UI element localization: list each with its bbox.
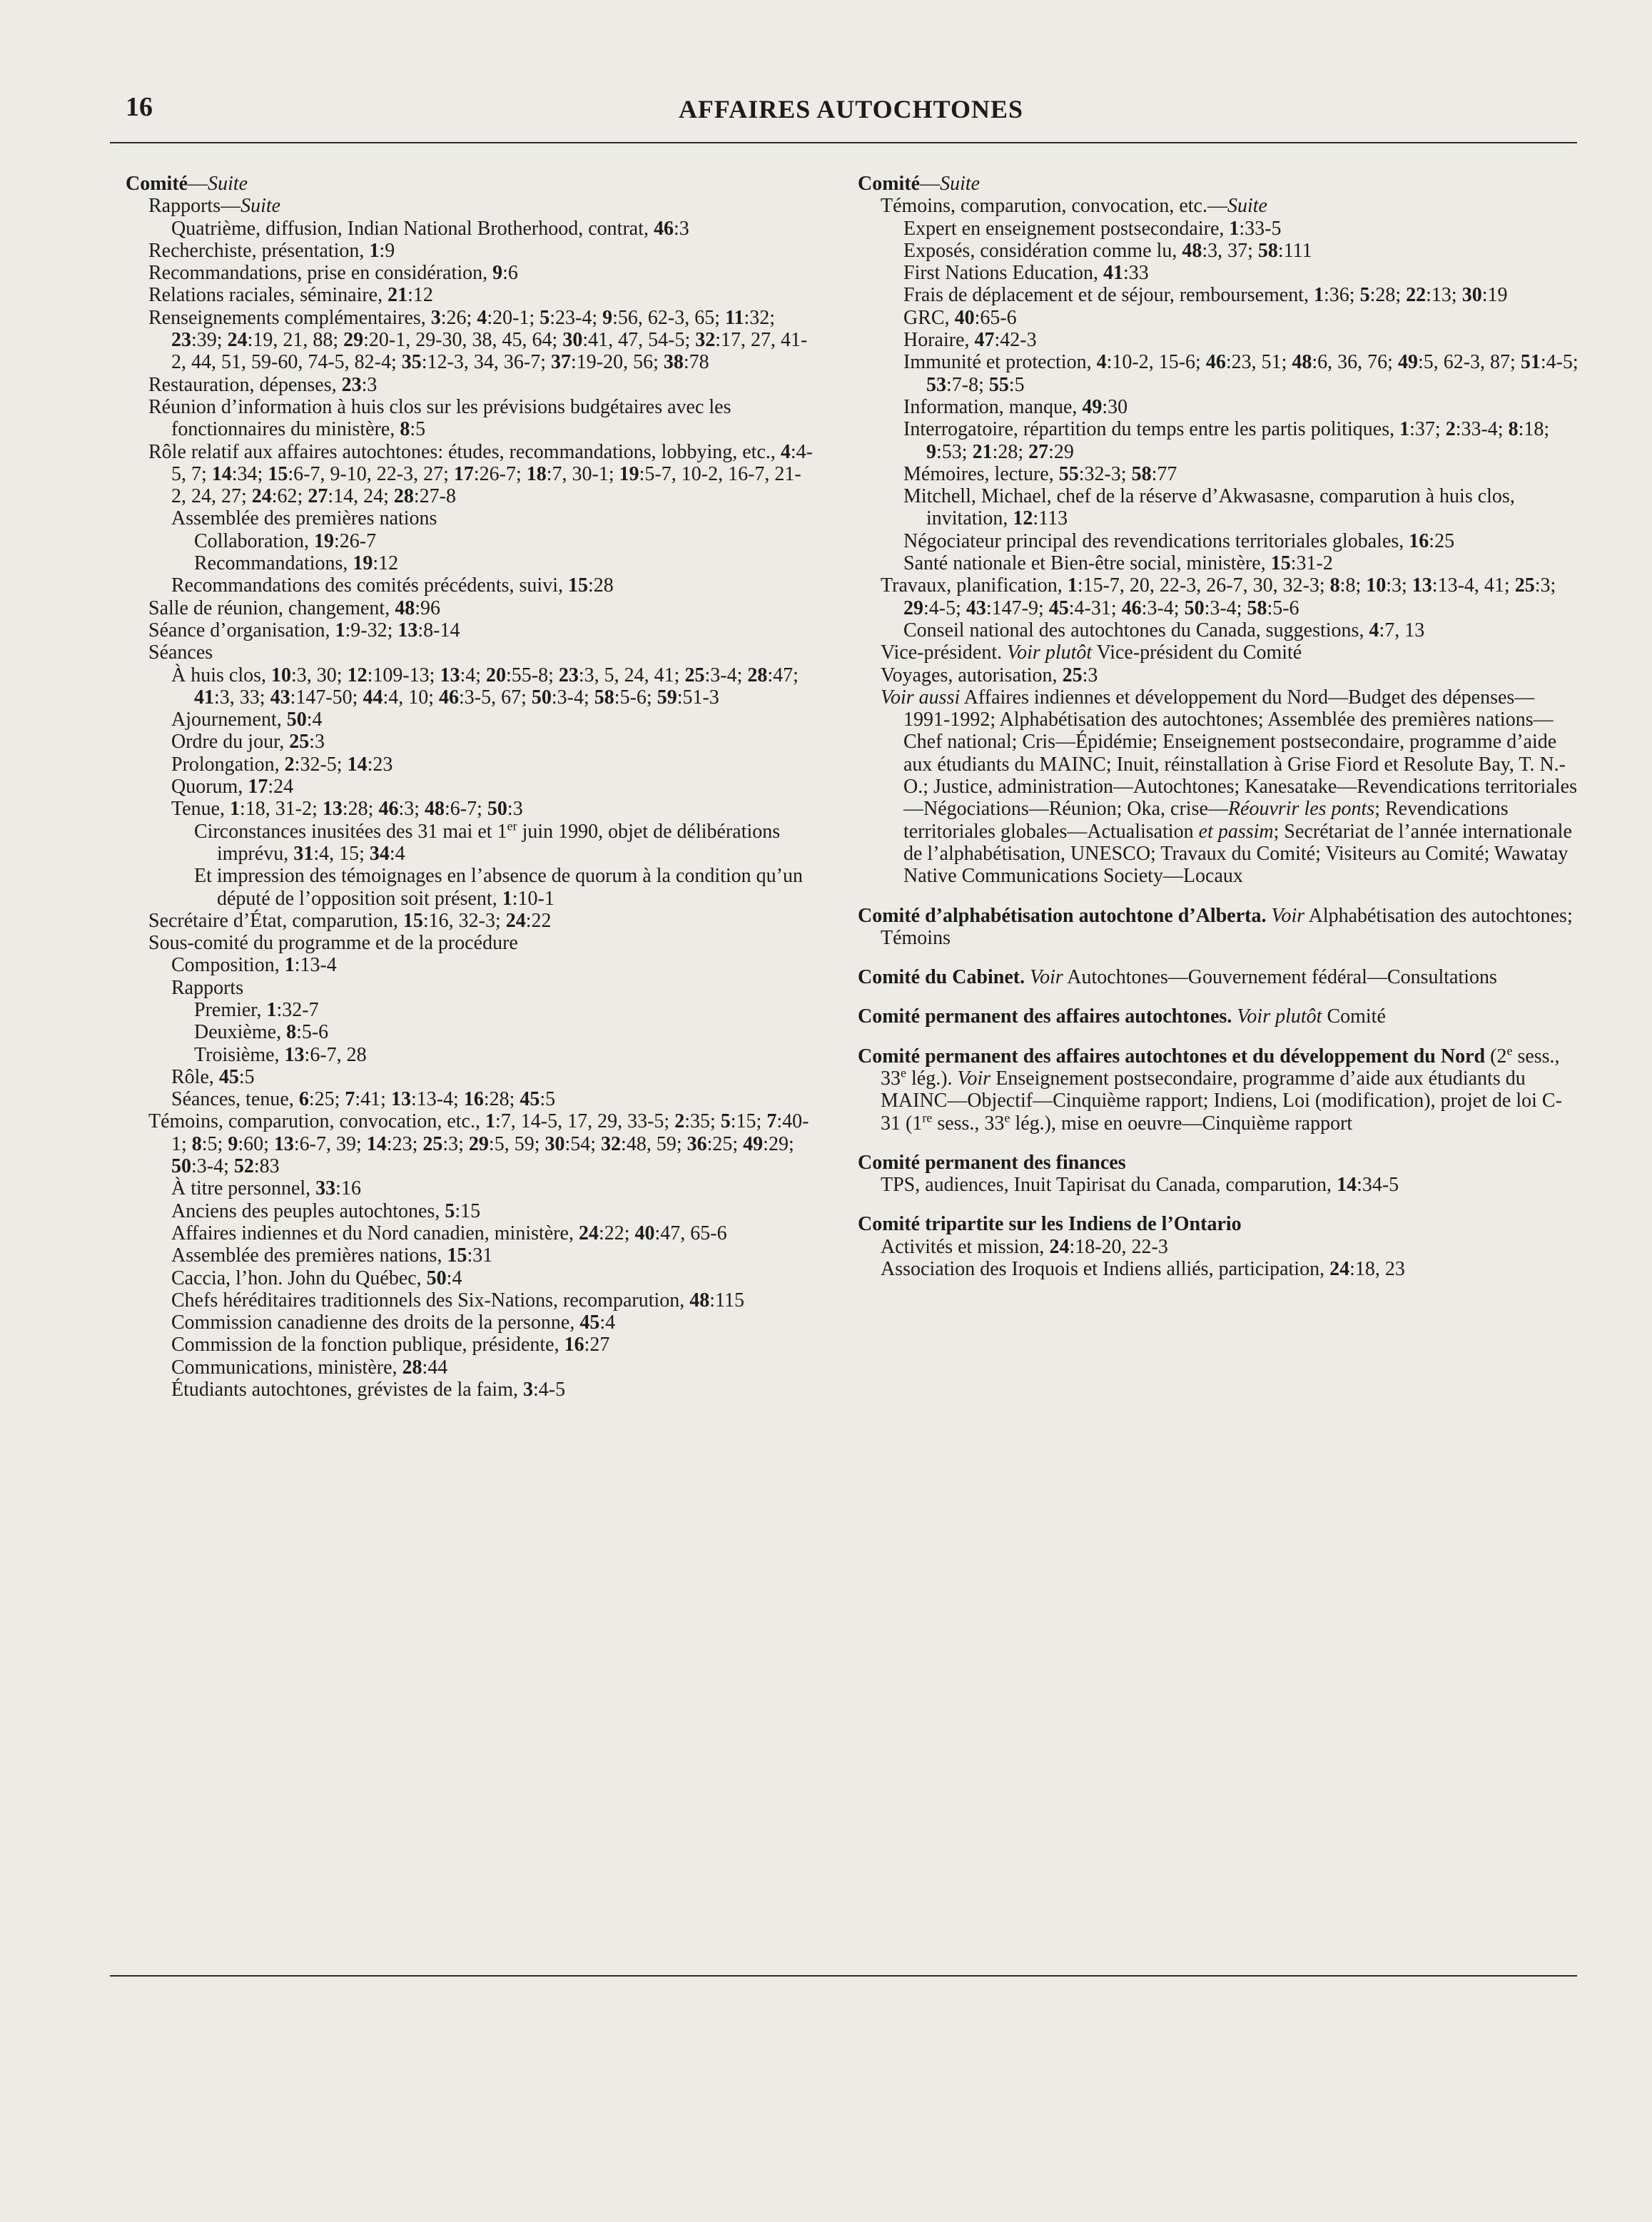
index-heading: Comité permanent des affaires autochtones et du développement du Nord (2e sess., 33e lég.). Voir Enseignement postsecondaire, programme d’aide aux étudiants du MAINC—Objectif—Cinquième rapport; Indiens, Loi (modification), projet de loi C-31 (1re sess., 33e lég.), mise en oeuvre—Cinquième rapport	[858, 1043, 1562, 1135]
index-entry: Commission de la fonction publique, présidente, 16:27	[171, 1334, 610, 1356]
index-entry: Santé nationale et Bien-être social, ministère, 15:31-2	[903, 552, 1333, 575]
index-entry: Secrétaire d’État, comparution, 15:16, 32-3; 24:22	[148, 909, 552, 932]
index-entry: Séances, tenue, 6:25; 7:41; 13:13-4; 16:28; 45:5	[171, 1088, 556, 1111]
index-entry: Frais de déplacement et de séjour, remboursement, 1:36; 5:28; 22:13; 30:19	[903, 284, 1508, 307]
index-entry: Rôle relatif aux affaires autochtones: études, recommandations, lobbying, etc., 4:4-5, 7; 14:34; 15:6-7, 9-10, 22-3, 27; 17:26-7; 18:7, 30-1; 19:5-7, 10-2, 16-7, 21-2, 24, 27; 24:62; 27:14, 24; 28:27-8	[148, 440, 813, 508]
index-entry: Tenue, 1:18, 31-2; 13:28; 46:3; 48:6-7; 50:3	[171, 798, 523, 821]
footer-rule	[110, 1975, 1577, 1977]
index-entry: Recommandations des comités précédents, suivi, 15:28	[171, 574, 614, 597]
index-entry: Relations raciales, séminaire, 21:12	[148, 284, 433, 307]
index-entry: Salle de réunion, changement, 48:96	[148, 597, 440, 619]
index-entry: Troisième, 13:6-7, 28	[194, 1043, 367, 1066]
index-column-right	[858, 173, 1578, 1280]
index-heading: Comité—Suite	[126, 173, 248, 195]
index-entry: À huis clos, 10:3, 30; 12:109-13; 13:4; 20:55-8; 23:3, 5, 24, 41; 25:3-4; 28:47; 41:3, 33; 43:147-50; 44:4, 10; 46:3-5, 67; 50:3-4; 58:5-6; 59:51-3	[171, 664, 799, 709]
index-entry: Recommandations, prise en considération, 9:6	[148, 262, 518, 285]
index-entry: Témoins, comparution, convocation, etc.—Suite	[881, 195, 1267, 218]
index-entry: Vice-président. Voir plutôt Vice-président du Comité	[881, 641, 1302, 664]
index-heading: Comité du Cabinet. Voir Autochtones—Gouvernement fédéral—Consultations	[858, 966, 1497, 989]
index-entry: Voyages, autorisation, 25:3	[881, 664, 1098, 686]
index-entry: Quorum, 17:24	[171, 776, 294, 798]
index-entry: Sous-comité du programme et de la procédure	[148, 932, 518, 955]
index-entry: Rôle, 45:5	[171, 1065, 255, 1088]
index-entry: Prolongation, 2:32-5; 14:23	[171, 753, 393, 776]
index-entry: Commission canadienne des droits de la personne, 45:4	[171, 1312, 616, 1334]
index-entry: Composition, 1:13-4	[171, 954, 337, 977]
index-entry: Ordre du jour, 25:3	[171, 731, 325, 754]
index-heading: Comité d’alphabétisation autochtone d’Alberta. Voir Alphabétisation des autochtones; Témoins	[858, 904, 1573, 949]
running-title: AFFAIRES AUTOCHTONES	[678, 95, 1024, 123]
index-entry: Renseignements complémentaires, 3:26; 4:20-1; 5:23-4; 9:56, 62-3, 65; 11:32; 23:39; 24:19, 21, 88; 29:20-1, 29-30, 38, 45, 64; 30:41, 47, 54-5; 32:17, 27, 41-2, 44, 51, 59-60, 74-5, 82-4; 35:12-3, 34, 36-7; 37:19-20, 56; 38:78	[148, 306, 808, 374]
index-entry: Expert en enseignement postsecondaire, 1:33-5	[903, 217, 1282, 240]
index-entry: First Nations Education, 41:33	[903, 262, 1149, 285]
index-entry: Négociateur principal des revendications territoriales globales, 16:25	[903, 529, 1455, 552]
index-entry: Horaire, 47:42-3	[903, 329, 1037, 352]
index-entry: Recherchiste, présentation, 1:9	[148, 239, 395, 262]
index-entry: Caccia, l’hon. John du Québec, 50:4	[171, 1267, 462, 1289]
index-entry: Restauration, dépenses, 23:3	[148, 373, 377, 396]
index-entry: Quatrième, diffusion, Indian National Brotherhood, contrat, 46:3	[171, 217, 689, 240]
index-entry: À titre personnel, 33:16	[171, 1177, 361, 1200]
index-heading: Comité—Suite	[858, 173, 980, 195]
index-entry: Ajournement, 50:4	[171, 709, 323, 731]
page-number: 16	[126, 92, 153, 122]
index-entry: Premier, 1:32-7	[194, 998, 319, 1021]
index-entry: Recommandations, 19:12	[194, 552, 399, 575]
index-entry: Collaboration, 19:26-7	[194, 529, 377, 552]
index-entry: Assemblée des premières nations	[171, 507, 437, 530]
index-entry: Anciens des peuples autochtones, 5:15	[171, 1199, 481, 1222]
index-heading: Comité permanent des finances	[858, 1151, 1126, 1174]
index-entry: Activités et mission, 24:18-20, 22-3	[881, 1235, 1168, 1258]
index-entry: Travaux, planification, 1:15-7, 20, 22-3, 26-7, 30, 32-3; 8:8; 10:3; 13:13-4, 41; 25:3; 29:4-5; 43:147-9; 45:4-31; 46:3-4; 50:3-4; 58:5-6	[881, 574, 1556, 619]
index-entry: Circonstances inusitées des 31 mai et 1er juin 1990, objet de délibérations imprévu, 31:4, 15; 34:4	[194, 818, 781, 865]
index-entry: Étudiants autochtones, grévistes de la faim, 3:4-5	[171, 1379, 566, 1401]
index-entry: Chefs héréditaires traditionnels des Six-Nations, recomparution, 48:115	[171, 1289, 745, 1312]
index-heading: Comité permanent des affaires autochtones. Voir plutôt Comité	[858, 1005, 1386, 1028]
index-entry: Interrogatoire, répartition du temps entre les partis politiques, 1:37; 2:33-4; 8:18; 9:53; 21:28; 27:29	[903, 418, 1550, 463]
index-entry: Voir aussi Affaires indiennes et développement du Nord—Budget des dépenses—1991-1992; Alphabétisation des autochtones; Assemblée des premières nations—Chef national; Cris—Épidémie; Enseignement postsecondaire, programme d’aide aux étudiants du MAINC; Inuit, réinstallation à Grise Fiord et Resolute Bay, T. N.-O.; Justice, administration—Autochtones; Kanesatake—Revendications territoriales—Négociations—Réunion; Oka, crise—Réouvrir les ponts; Revendications territoriales globales—Actualisation et passim; Secrétariat de l’année internationale de l’alphabétisation, UNESCO; Travaux du Comité; Visiteurs au Comité; Wawatay Native Communications Society—Locaux	[881, 686, 1577, 888]
index-entry: Deuxième, 8:5-6	[194, 1021, 329, 1044]
index-entry: TPS, audiences, Inuit Tapirisat du Canada, comparution, 14:34-5	[881, 1174, 1399, 1197]
index-entry: Mitchell, Michael, chef de la réserve d’Akwasasne, comparution à huis clos, invitation, 12:113	[903, 485, 1515, 530]
header-rule	[110, 142, 1577, 143]
index-entry: Association des Iroquois et Indiens alliés, participation, 24:18, 23	[881, 1258, 1405, 1281]
index-entry: Exposés, considération comme lu, 48:3, 37; 58:111	[903, 239, 1312, 262]
index-entry: Information, manque, 49:30	[903, 395, 1128, 418]
index-entry: Immunité et protection, 4:10-2, 15-6; 46:23, 51; 48:6, 36, 76; 49:5, 62-3, 87; 51:4-5; 53:7-8; 55:5	[903, 351, 1578, 396]
index-entry: Réunion d’information à huis clos sur les prévisions budgétaires avec les fonctionnaires du ministère, 8:5	[148, 395, 731, 441]
index-entry: Affaires indiennes et du Nord canadien, ministère, 24:22; 40:47, 65-6	[171, 1222, 727, 1244]
index-entry: Rapports	[171, 976, 244, 999]
index-entry: Conseil national des autochtones du Canada, suggestions, 4:7, 13	[903, 619, 1425, 641]
index-entry: Et impression des témoignages en l’absence de quorum à la condition qu’un député de l’opposition soit présent, 1:10-1	[194, 865, 804, 910]
index-entry: Mémoires, lecture, 55:32-3; 58:77	[903, 462, 1177, 485]
index-entry: Séances	[148, 641, 213, 664]
index-entry: Séance d’organisation, 1:9-32; 13:8-14	[148, 619, 460, 641]
index-entry: GRC, 40:65-6	[903, 306, 1017, 329]
index-heading: Comité tripartite sur les Indiens de l’Ontario	[858, 1213, 1242, 1236]
index-column-left	[126, 173, 814, 1401]
index-entry: Assemblée des premières nations, 15:31	[171, 1244, 493, 1267]
index-entry: Témoins, comparution, convocation, etc., 1:7, 14-5, 17, 29, 33-5; 2:35; 5:15; 7:40-1; 8:5; 9:60; 13:6-7, 39; 14:23; 25:3; 29:5, 59; 30:54; 32:48, 59; 36:25; 49:29; 50:3-4; 52:83	[148, 1110, 809, 1178]
index-entry: Rapports—Suite	[148, 195, 281, 218]
index-entry: Communications, ministère, 28:44	[171, 1356, 448, 1379]
